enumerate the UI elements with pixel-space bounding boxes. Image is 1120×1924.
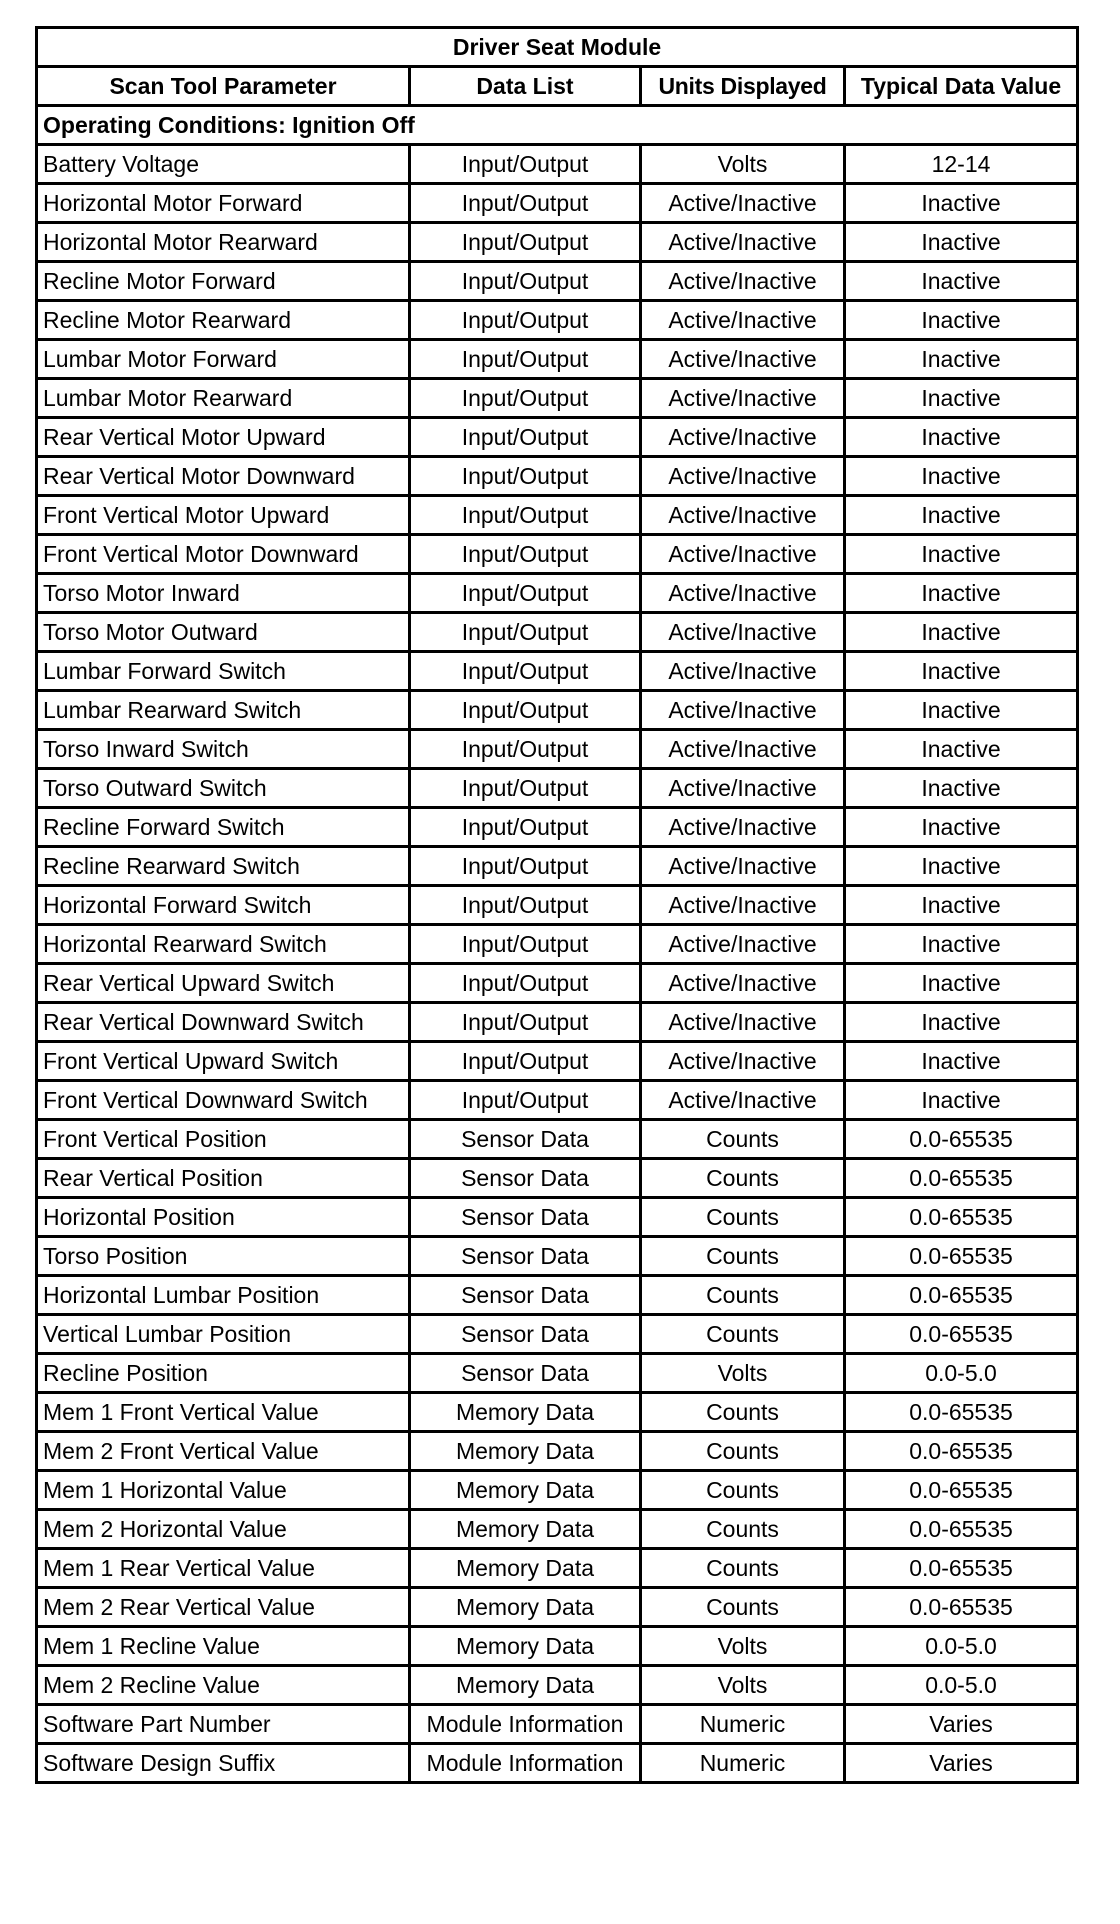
units-cell: Counts: [641, 1588, 845, 1627]
parameter-cell: Rear Vertical Motor Upward: [37, 418, 410, 457]
table-row: [37, 808, 1078, 847]
units-cell: Active/Inactive: [641, 1081, 845, 1120]
typical-value-cell: 0.0-65535: [845, 1393, 1078, 1432]
typical-value-cell: Inactive: [845, 418, 1078, 457]
units-cell: Active/Inactive: [641, 457, 845, 496]
table-row: [37, 1276, 1078, 1315]
typical-value-cell: Inactive: [845, 262, 1078, 301]
units-cell: Active/Inactive: [641, 847, 845, 886]
units-cell: Active/Inactive: [641, 535, 845, 574]
table-row: [37, 379, 1078, 418]
typical-value-cell: Varies: [845, 1705, 1078, 1744]
table-row: [37, 535, 1078, 574]
parameter-cell: Software Design Suffix: [37, 1744, 410, 1783]
units-cell: Active/Inactive: [641, 1042, 845, 1081]
units-cell: Counts: [641, 1198, 845, 1237]
units-cell: Active/Inactive: [641, 808, 845, 847]
parameter-cell: Software Part Number: [37, 1705, 410, 1744]
parameter-cell: Front Vertical Upward Switch: [37, 1042, 410, 1081]
typical-value-cell: Inactive: [845, 613, 1078, 652]
units-cell: Active/Inactive: [641, 691, 845, 730]
units-cell: Counts: [641, 1159, 845, 1198]
typical-value-cell: Inactive: [845, 808, 1078, 847]
table-row: [37, 886, 1078, 925]
units-cell: Counts: [641, 1120, 845, 1159]
table-title: Driver Seat Module: [37, 28, 1078, 67]
typical-value-cell: Inactive: [845, 496, 1078, 535]
data-list-cell: Input/Output: [410, 379, 641, 418]
parameter-cell: Mem 1 Rear Vertical Value: [37, 1549, 410, 1588]
typical-value-cell: Inactive: [845, 1042, 1078, 1081]
data-list-cell: Input/Output: [410, 886, 641, 925]
parameter-cell: Torso Position: [37, 1237, 410, 1276]
typical-value-cell: 0.0-5.0: [845, 1627, 1078, 1666]
typical-value-cell: Inactive: [845, 691, 1078, 730]
data-list-cell: Memory Data: [410, 1432, 641, 1471]
units-cell: Active/Inactive: [641, 262, 845, 301]
table-row: [37, 613, 1078, 652]
typical-value-cell: Inactive: [845, 574, 1078, 613]
data-list-cell: Memory Data: [410, 1588, 641, 1627]
driver-seat-module-table: [35, 26, 1079, 1784]
data-list-cell: Input/Output: [410, 340, 641, 379]
typical-value-cell: Inactive: [845, 964, 1078, 1003]
units-cell: Active/Inactive: [641, 340, 845, 379]
data-list-cell: Memory Data: [410, 1666, 641, 1705]
data-list-cell: Input/Output: [410, 691, 641, 730]
typical-value-cell: 0.0-65535: [845, 1549, 1078, 1588]
data-list-cell: Input/Output: [410, 574, 641, 613]
data-list-cell: Input/Output: [410, 808, 641, 847]
typical-value-cell: Inactive: [845, 535, 1078, 574]
parameter-cell: Horizontal Lumbar Position: [37, 1276, 410, 1315]
table-row: [37, 301, 1078, 340]
parameter-cell: Horizontal Motor Forward: [37, 184, 410, 223]
parameter-cell: Horizontal Forward Switch: [37, 886, 410, 925]
table-row: [37, 964, 1078, 1003]
units-cell: Active/Inactive: [641, 1003, 845, 1042]
parameter-cell: Front Vertical Motor Upward: [37, 496, 410, 535]
parameter-cell: Recline Forward Switch: [37, 808, 410, 847]
parameter-cell: Front Vertical Downward Switch: [37, 1081, 410, 1120]
data-list-cell: Sensor Data: [410, 1120, 641, 1159]
parameter-cell: Lumbar Motor Rearward: [37, 379, 410, 418]
data-list-cell: Input/Output: [410, 847, 641, 886]
table-row: [37, 1471, 1078, 1510]
table-row: [37, 1627, 1078, 1666]
table-row: [37, 1237, 1078, 1276]
parameter-cell: Horizontal Rearward Switch: [37, 925, 410, 964]
parameter-cell: Mem 2 Rear Vertical Value: [37, 1588, 410, 1627]
table-row: [37, 730, 1078, 769]
units-cell: Active/Inactive: [641, 730, 845, 769]
table-row: [37, 1120, 1078, 1159]
typical-value-cell: Inactive: [845, 340, 1078, 379]
units-cell: Active/Inactive: [641, 496, 845, 535]
data-list-cell: Input/Output: [410, 418, 641, 457]
table-row: [37, 1588, 1078, 1627]
parameter-cell: Rear Vertical Position: [37, 1159, 410, 1198]
parameter-cell: Rear Vertical Upward Switch: [37, 964, 410, 1003]
data-list-cell: Module Information: [410, 1705, 641, 1744]
table-row: [37, 1003, 1078, 1042]
typical-value-cell: 0.0-65535: [845, 1276, 1078, 1315]
table-row: [37, 1510, 1078, 1549]
table-row: [37, 1354, 1078, 1393]
data-list-cell: Sensor Data: [410, 1159, 641, 1198]
typical-value-cell: Inactive: [845, 886, 1078, 925]
units-cell: Counts: [641, 1549, 845, 1588]
column-header-scan-tool-parameter: Scan Tool Parameter: [37, 67, 410, 106]
data-list-cell: Sensor Data: [410, 1237, 641, 1276]
units-cell: Active/Inactive: [641, 964, 845, 1003]
typical-value-cell: Inactive: [845, 184, 1078, 223]
units-cell: Active/Inactive: [641, 184, 845, 223]
units-cell: Active/Inactive: [641, 574, 845, 613]
units-cell: Counts: [641, 1315, 845, 1354]
parameter-cell: Mem 2 Recline Value: [37, 1666, 410, 1705]
typical-value-cell: 0.0-5.0: [845, 1354, 1078, 1393]
typical-value-cell: 0.0-65535: [845, 1159, 1078, 1198]
table-row: [37, 223, 1078, 262]
units-cell: Active/Inactive: [641, 652, 845, 691]
typical-value-cell: Inactive: [845, 1003, 1078, 1042]
units-cell: Active/Inactive: [641, 301, 845, 340]
data-list-cell: Input/Output: [410, 535, 641, 574]
parameter-cell: Rear Vertical Downward Switch: [37, 1003, 410, 1042]
table-row: [37, 1393, 1078, 1432]
title-row: [37, 28, 1078, 67]
parameter-cell: Front Vertical Motor Downward: [37, 535, 410, 574]
data-list-cell: Sensor Data: [410, 1354, 641, 1393]
table-row: [37, 847, 1078, 886]
table-row: [37, 1198, 1078, 1237]
parameter-cell: Rear Vertical Motor Downward: [37, 457, 410, 496]
data-list-cell: Input/Output: [410, 1081, 641, 1120]
units-cell: Counts: [641, 1276, 845, 1315]
units-cell: Numeric: [641, 1744, 845, 1783]
parameter-cell: Torso Motor Inward: [37, 574, 410, 613]
table-row: [37, 925, 1078, 964]
parameter-cell: Recline Rearward Switch: [37, 847, 410, 886]
units-cell: Counts: [641, 1510, 845, 1549]
units-cell: Active/Inactive: [641, 769, 845, 808]
units-cell: Counts: [641, 1471, 845, 1510]
table-row: [37, 1705, 1078, 1744]
units-cell: Volts: [641, 1627, 845, 1666]
table-row: [37, 691, 1078, 730]
typical-value-cell: Varies: [845, 1744, 1078, 1783]
typical-value-cell: Inactive: [845, 652, 1078, 691]
typical-value-cell: 12-14: [845, 145, 1078, 184]
data-list-cell: Memory Data: [410, 1549, 641, 1588]
header-row: [37, 67, 1078, 106]
data-list-cell: Sensor Data: [410, 1315, 641, 1354]
table-row: [37, 418, 1078, 457]
typical-value-cell: Inactive: [845, 769, 1078, 808]
data-list-cell: Input/Output: [410, 1042, 641, 1081]
parameter-cell: Mem 2 Front Vertical Value: [37, 1432, 410, 1471]
table-row: [37, 1159, 1078, 1198]
data-list-cell: Memory Data: [410, 1393, 641, 1432]
table-row: [37, 652, 1078, 691]
parameter-cell: Recline Motor Rearward: [37, 301, 410, 340]
data-list-cell: Input/Output: [410, 769, 641, 808]
parameter-cell: Recline Position: [37, 1354, 410, 1393]
table-row: [37, 457, 1078, 496]
parameter-cell: Lumbar Forward Switch: [37, 652, 410, 691]
data-list-cell: Input/Output: [410, 145, 641, 184]
parameter-cell: Torso Inward Switch: [37, 730, 410, 769]
table-row: [37, 1042, 1078, 1081]
data-list-cell: Sensor Data: [410, 1198, 641, 1237]
data-list-cell: Input/Output: [410, 223, 641, 262]
data-list-cell: Input/Output: [410, 301, 641, 340]
table-row: [37, 1549, 1078, 1588]
table-row: [37, 340, 1078, 379]
units-cell: Active/Inactive: [641, 379, 845, 418]
data-list-cell: Input/Output: [410, 613, 641, 652]
units-cell: Active/Inactive: [641, 613, 845, 652]
typical-value-cell: 0.0-65535: [845, 1588, 1078, 1627]
typical-value-cell: 0.0-65535: [845, 1198, 1078, 1237]
table-row: [37, 769, 1078, 808]
parameter-cell: Torso Motor Outward: [37, 613, 410, 652]
data-list-cell: Sensor Data: [410, 1276, 641, 1315]
units-cell: Active/Inactive: [641, 925, 845, 964]
data-list-cell: Input/Output: [410, 925, 641, 964]
table-row: [37, 1666, 1078, 1705]
typical-value-cell: 0.0-65535: [845, 1120, 1078, 1159]
units-cell: Volts: [641, 1354, 845, 1393]
units-cell: Active/Inactive: [641, 886, 845, 925]
parameter-cell: Mem 1 Horizontal Value: [37, 1471, 410, 1510]
table-row: [37, 1315, 1078, 1354]
typical-value-cell: Inactive: [845, 379, 1078, 418]
data-list-cell: Memory Data: [410, 1471, 641, 1510]
data-list-cell: Input/Output: [410, 652, 641, 691]
table-row: [37, 574, 1078, 613]
table-body: [37, 106, 1078, 1783]
column-header-units-displayed: Units Displayed: [641, 67, 845, 106]
units-cell: Volts: [641, 1666, 845, 1705]
typical-value-cell: 0.0-65535: [845, 1237, 1078, 1276]
data-list-cell: Memory Data: [410, 1510, 641, 1549]
parameter-cell: Mem 1 Recline Value: [37, 1627, 410, 1666]
data-list-cell: Memory Data: [410, 1627, 641, 1666]
typical-value-cell: Inactive: [845, 1081, 1078, 1120]
parameter-cell: Horizontal Motor Rearward: [37, 223, 410, 262]
parameter-cell: Battery Voltage: [37, 145, 410, 184]
data-list-cell: Input/Output: [410, 964, 641, 1003]
data-list-cell: Module Information: [410, 1744, 641, 1783]
table-row: [37, 145, 1078, 184]
table-row: [37, 1744, 1078, 1783]
parameter-cell: Mem 2 Horizontal Value: [37, 1510, 410, 1549]
data-list-cell: Input/Output: [410, 457, 641, 496]
parameter-cell: Recline Motor Forward: [37, 262, 410, 301]
data-list-cell: Input/Output: [410, 1003, 641, 1042]
table-row: [37, 496, 1078, 535]
column-header-typical-data-value: Typical Data Value: [845, 67, 1078, 106]
parameter-cell: Lumbar Rearward Switch: [37, 691, 410, 730]
column-header-data-list: Data List: [410, 67, 641, 106]
typical-value-cell: 0.0-65535: [845, 1471, 1078, 1510]
parameter-cell: Front Vertical Position: [37, 1120, 410, 1159]
typical-value-cell: Inactive: [845, 457, 1078, 496]
units-cell: Volts: [641, 145, 845, 184]
typical-value-cell: Inactive: [845, 847, 1078, 886]
typical-value-cell: 0.0-65535: [845, 1510, 1078, 1549]
section-row: [37, 106, 1078, 145]
section-heading: Operating Conditions: Ignition Off: [37, 106, 1078, 145]
parameter-cell: Torso Outward Switch: [37, 769, 410, 808]
typical-value-cell: Inactive: [845, 730, 1078, 769]
data-list-cell: Input/Output: [410, 730, 641, 769]
typical-value-cell: Inactive: [845, 223, 1078, 262]
typical-value-cell: Inactive: [845, 925, 1078, 964]
table-row: [37, 1081, 1078, 1120]
typical-value-cell: 0.0-65535: [845, 1432, 1078, 1471]
units-cell: Counts: [641, 1237, 845, 1276]
parameter-cell: Mem 1 Front Vertical Value: [37, 1393, 410, 1432]
data-list-cell: Input/Output: [410, 184, 641, 223]
parameter-cell: Lumbar Motor Forward: [37, 340, 410, 379]
units-cell: Counts: [641, 1393, 845, 1432]
typical-value-cell: 0.0-5.0: [845, 1666, 1078, 1705]
typical-value-cell: Inactive: [845, 301, 1078, 340]
table-row: [37, 184, 1078, 223]
units-cell: Active/Inactive: [641, 418, 845, 457]
units-cell: Counts: [641, 1432, 845, 1471]
table-row: [37, 1432, 1078, 1471]
data-list-cell: Input/Output: [410, 262, 641, 301]
parameter-cell: Horizontal Position: [37, 1198, 410, 1237]
data-list-cell: Input/Output: [410, 496, 641, 535]
units-cell: Numeric: [641, 1705, 845, 1744]
units-cell: Active/Inactive: [641, 223, 845, 262]
typical-value-cell: 0.0-65535: [845, 1315, 1078, 1354]
parameter-cell: Vertical Lumbar Position: [37, 1315, 410, 1354]
table-row: [37, 262, 1078, 301]
